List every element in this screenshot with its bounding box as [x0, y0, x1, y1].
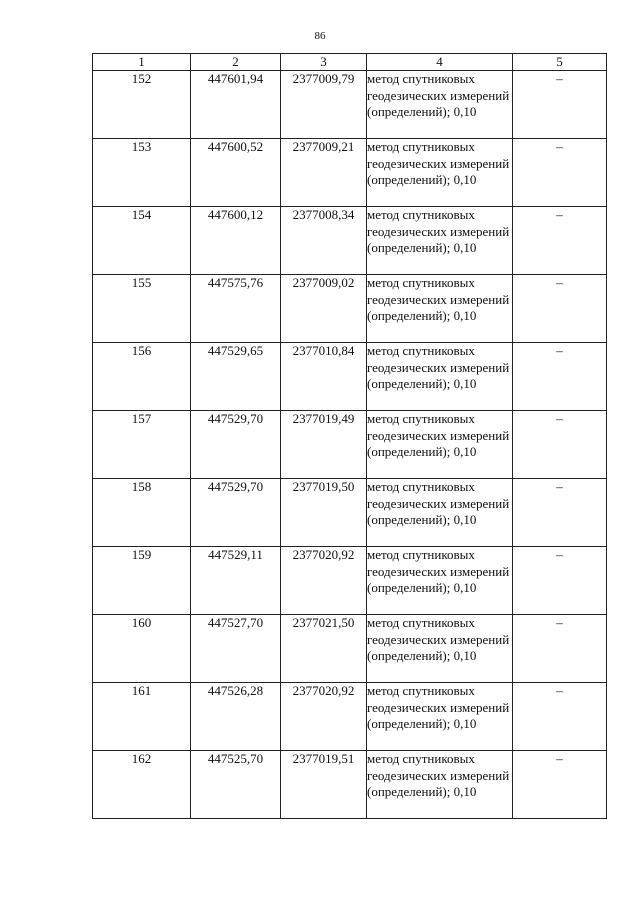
y-coordinate-cell: 2377020,92	[281, 547, 367, 615]
page-number: 86	[314, 30, 326, 42]
point-number-cell: 155	[93, 275, 191, 343]
note-cell: –	[513, 751, 607, 819]
point-number-cell: 158	[93, 479, 191, 547]
y-coordinate-cell: 2377008,34	[281, 207, 367, 275]
table-row	[93, 343, 607, 411]
table-header-row	[93, 54, 607, 71]
note-cell: –	[513, 615, 607, 683]
note-cell: –	[513, 207, 607, 275]
method-cell: метод спутниковых геодезических измерений (определений); 0,10	[367, 411, 513, 479]
y-coordinate-cell: 2377019,50	[281, 479, 367, 547]
note-cell: –	[513, 547, 607, 615]
column-header-5: 5	[513, 54, 607, 71]
x-coordinate-cell: 447529,11	[191, 547, 281, 615]
point-number-cell: 156	[93, 343, 191, 411]
column-header-4: 4	[367, 54, 513, 71]
table-row	[93, 207, 607, 275]
method-cell: метод спутниковых геодезических измерений (определений); 0,10	[367, 479, 513, 547]
point-number-cell: 153	[93, 139, 191, 207]
method-cell: метод спутниковых геодезических измерений (определений); 0,10	[367, 343, 513, 411]
x-coordinate-cell: 447525,70	[191, 751, 281, 819]
coordinates-table	[92, 53, 607, 819]
table-row	[93, 411, 607, 479]
point-number-cell: 162	[93, 751, 191, 819]
y-coordinate-cell: 2377009,79	[281, 71, 367, 139]
x-coordinate-cell: 447526,28	[191, 683, 281, 751]
method-cell: метод спутниковых геодезических измерений (определений); 0,10	[367, 547, 513, 615]
note-cell: –	[513, 683, 607, 751]
column-header-2: 2	[191, 54, 281, 71]
note-cell: –	[513, 479, 607, 547]
table-row	[93, 479, 607, 547]
x-coordinate-cell: 447529,65	[191, 343, 281, 411]
method-cell: метод спутниковых геодезических измерений (определений); 0,10	[367, 751, 513, 819]
method-cell: метод спутниковых геодезических измерений (определений); 0,10	[367, 139, 513, 207]
note-cell: –	[513, 71, 607, 139]
point-number-cell: 159	[93, 547, 191, 615]
y-coordinate-cell: 2377020,92	[281, 683, 367, 751]
y-coordinate-cell: 2377019,49	[281, 411, 367, 479]
method-cell: метод спутниковых геодезических измерений (определений); 0,10	[367, 275, 513, 343]
note-cell: –	[513, 139, 607, 207]
x-coordinate-cell: 447529,70	[191, 479, 281, 547]
y-coordinate-cell: 2377021,50	[281, 615, 367, 683]
point-number-cell: 160	[93, 615, 191, 683]
column-header-3: 3	[281, 54, 367, 71]
table-body	[93, 71, 607, 819]
point-number-cell: 154	[93, 207, 191, 275]
method-cell: метод спутниковых геодезических измерений (определений); 0,10	[367, 207, 513, 275]
x-coordinate-cell: 447600,12	[191, 207, 281, 275]
table-row	[93, 71, 607, 139]
x-coordinate-cell: 447601,94	[191, 71, 281, 139]
point-number-cell: 157	[93, 411, 191, 479]
x-coordinate-cell: 447527,70	[191, 615, 281, 683]
table-row	[93, 683, 607, 751]
y-coordinate-cell: 2377010,84	[281, 343, 367, 411]
note-cell: –	[513, 275, 607, 343]
note-cell: –	[513, 343, 607, 411]
method-cell: метод спутниковых геодезических измерений (определений); 0,10	[367, 615, 513, 683]
method-cell: метод спутниковых геодезических измерений (определений); 0,10	[367, 683, 513, 751]
y-coordinate-cell: 2377009,02	[281, 275, 367, 343]
note-cell: –	[513, 411, 607, 479]
method-cell: метод спутниковых геодезических измерений (определений); 0,10	[367, 71, 513, 139]
point-number-cell: 152	[93, 71, 191, 139]
table-row	[93, 139, 607, 207]
table-row	[93, 275, 607, 343]
x-coordinate-cell: 447575,76	[191, 275, 281, 343]
table-row	[93, 615, 607, 683]
x-coordinate-cell: 447600,52	[191, 139, 281, 207]
point-number-cell: 161	[93, 683, 191, 751]
y-coordinate-cell: 2377009,21	[281, 139, 367, 207]
table-row	[93, 751, 607, 819]
column-header-1: 1	[93, 54, 191, 71]
table-row	[93, 547, 607, 615]
y-coordinate-cell: 2377019,51	[281, 751, 367, 819]
x-coordinate-cell: 447529,70	[191, 411, 281, 479]
